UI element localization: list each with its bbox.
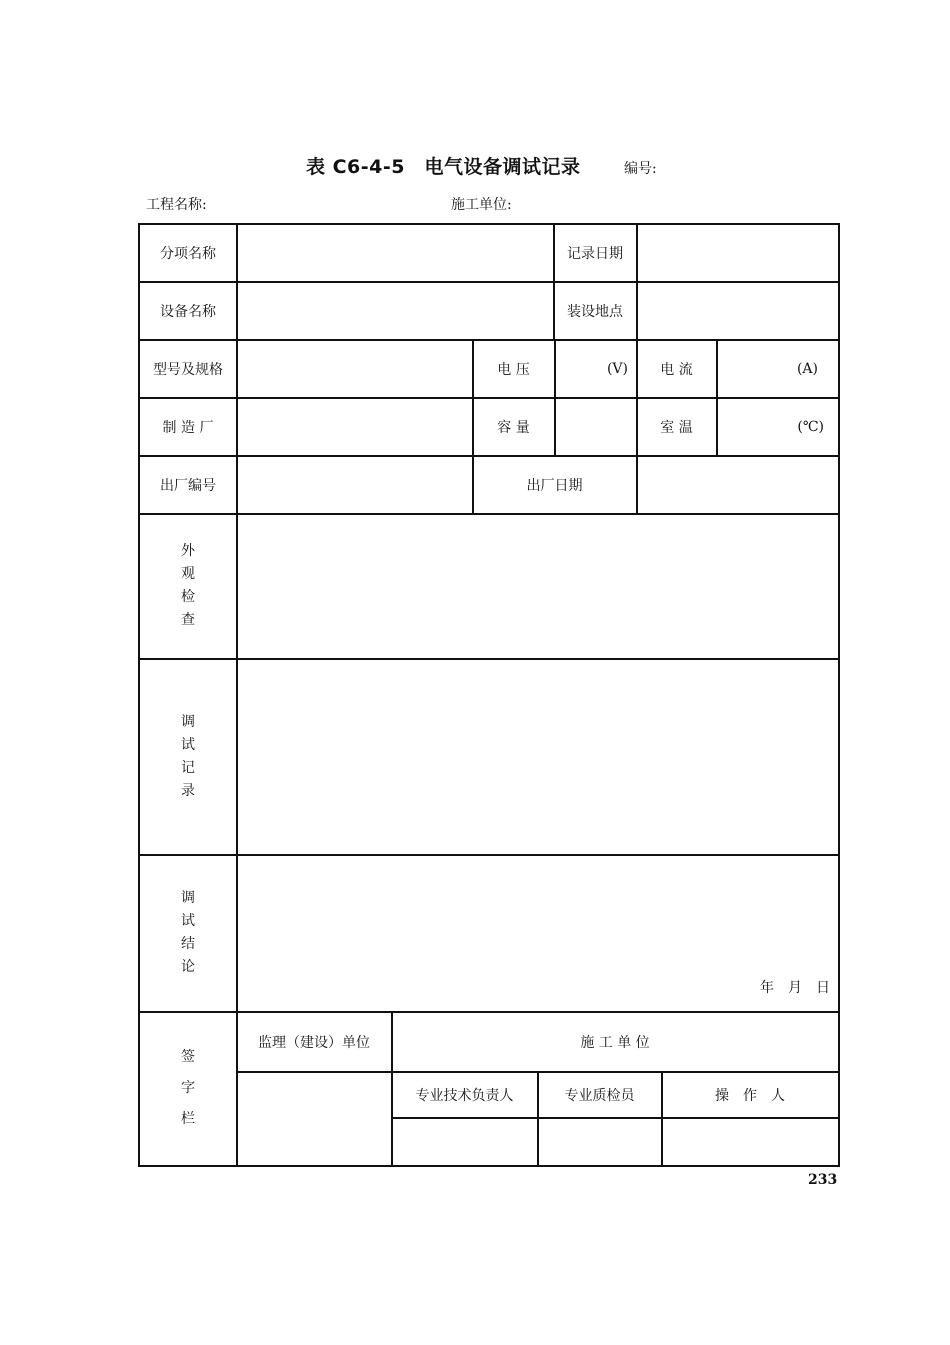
item-name-field[interactable]	[237, 225, 553, 281]
serial-number-field[interactable]	[237, 456, 472, 513]
signature-label: 签 字 栏	[181, 1049, 195, 1127]
serial-number-label: 编号:	[624, 161, 657, 177]
room-temp-label: 室 温	[660, 419, 693, 436]
qc-inspector-label: 专业质检员	[564, 1087, 635, 1104]
tech-lead-signature[interactable]	[392, 1118, 537, 1165]
test-conclusion-label: 调 试 结 论	[181, 890, 195, 975]
qc-inspector-signature[interactable]	[538, 1118, 661, 1165]
record-table	[138, 223, 840, 1167]
record-date-label: 记录日期	[567, 246, 623, 262]
project-name-label: 工程名称:	[146, 197, 207, 213]
voltage-label: 电 压	[497, 361, 530, 378]
model-spec-field[interactable]	[237, 340, 472, 397]
page-number: 233	[808, 1172, 838, 1188]
test-record-label: 调 试 记 录	[181, 713, 195, 799]
serial-number-label: 出厂编号	[160, 477, 216, 494]
appearance-check-label: 外 观 检 查	[181, 543, 195, 628]
equipment-name-label: 设备名称	[160, 303, 216, 320]
item-name-label: 分项名称	[160, 246, 216, 262]
manufacturer-label: 制 造 厂	[162, 419, 214, 436]
test-record-field[interactable]	[237, 659, 838, 854]
model-spec-label: 型号及规格	[153, 361, 223, 378]
current-label: 电 流	[660, 361, 693, 378]
appearance-check-field[interactable]	[237, 514, 838, 658]
equipment-name-field[interactable]	[237, 282, 553, 339]
capacity-label: 容 量	[497, 419, 530, 436]
operator-label: 操 作 人	[715, 1087, 785, 1104]
capacity-field[interactable]	[555, 398, 636, 455]
factory-date-label: 出厂日期	[526, 477, 583, 494]
operator-signature[interactable]	[662, 1118, 838, 1165]
contractor-label: 施工单位:	[451, 197, 512, 213]
contractor-unit-label: 施 工 单 位	[580, 1034, 650, 1051]
install-location-field[interactable]	[637, 282, 838, 339]
page-title: 表 C6-4-5 电气设备调试记录	[306, 156, 581, 178]
room-temp-unit[interactable]: (℃)	[797, 418, 824, 435]
conclusion-date: 年 月 日	[760, 980, 830, 996]
manufacturer-field[interactable]	[237, 398, 472, 455]
factory-date-field[interactable]	[637, 456, 838, 513]
voltage-unit[interactable]: (V)	[606, 360, 628, 377]
tech-lead-label: 专业技术负责人	[415, 1087, 514, 1104]
supervisor-label: 监理（建设）单位	[258, 1034, 370, 1051]
supervisor-signature[interactable]	[237, 1072, 391, 1165]
install-location-label: 装设地点	[567, 303, 623, 320]
current-unit[interactable]: (A)	[796, 360, 818, 377]
record-date-field[interactable]	[637, 225, 838, 281]
